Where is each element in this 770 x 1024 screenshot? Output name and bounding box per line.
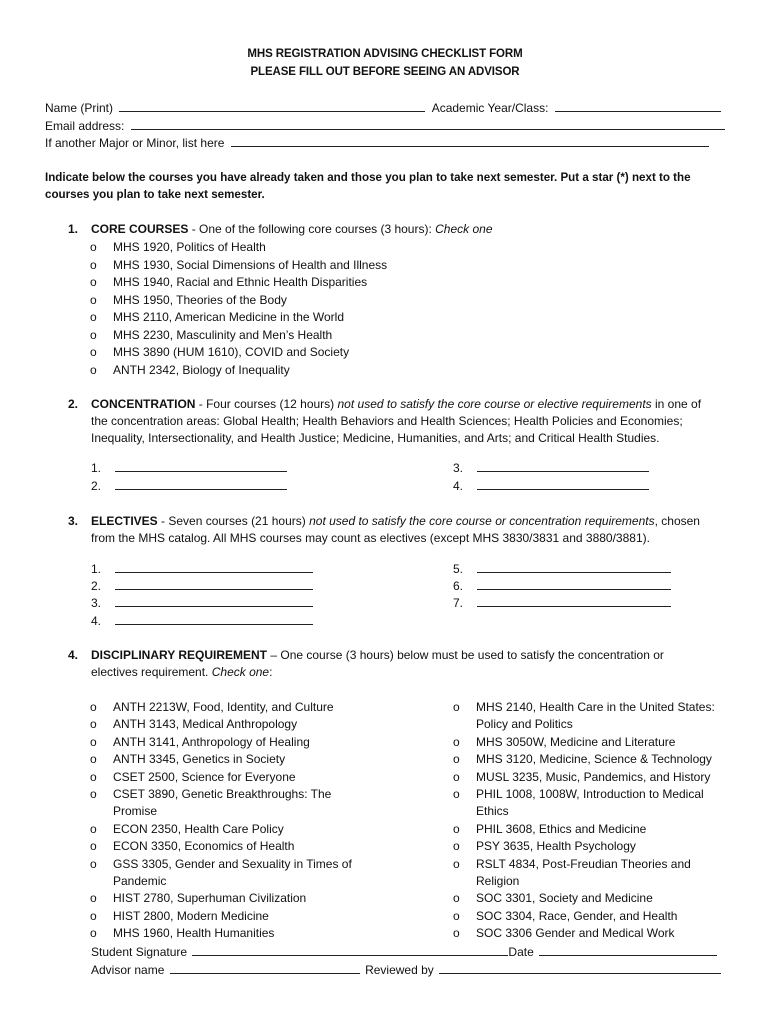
concentration-field-4[interactable] (477, 478, 649, 490)
disciplinary-course-option: RSLT 4834, Post-Freudian Theories and (476, 856, 691, 871)
section4-line2-end: : (269, 665, 273, 679)
section3-number: 3. (68, 514, 79, 528)
concentration-field-3[interactable] (477, 460, 649, 472)
disciplinary-course-option: Policy and Politics (476, 717, 573, 732)
checkbox-bullet[interactable]: o (453, 856, 460, 871)
disciplinary-course-option: Ethics (476, 804, 509, 819)
checkbox-bullet[interactable]: o (90, 839, 97, 854)
core-course-option: MHS 1930, Social Dimensions of Health and Illness (113, 257, 388, 272)
core-course-option: MHS 1940, Racial and Ethnic Health Disparities (113, 275, 368, 289)
section3-line2: from the MHS catalog. All MHS courses may count as electives (except MHS 3830/3831 and 3880/3881). (91, 531, 650, 545)
section4-heading-row (91, 647, 664, 663)
disciplinary-course-option: SOC 3306 Gender and Medical Work (476, 926, 675, 941)
section4-check-one: Check one (211, 665, 270, 679)
elective-field-4[interactable] (115, 613, 313, 625)
entry-number: 2. (91, 479, 102, 493)
section2-desc-italic: not used to satisfy the core course or elective requirements (337, 397, 652, 411)
section1-check-one: Check one (435, 222, 493, 236)
concentration-entry-2 (91, 478, 287, 494)
section4-desc: – One course (3 hours) below must be used to satisfy the concentration or (267, 648, 664, 662)
elective-field-5[interactable] (477, 561, 671, 573)
disciplinary-course-option: ANTH 3141, Anthropology of Healing (113, 734, 310, 749)
entry-number: 2. (91, 579, 102, 593)
section2-heading-row (91, 396, 701, 412)
core-course-option: MHS 3890 (HUM 1610), COVID and Society (113, 345, 350, 359)
elective-field-7[interactable] (477, 595, 671, 607)
form-title: MHS REGISTRATION ADVISING CHECKLIST FORM (247, 48, 523, 60)
disciplinary-course-option: GSS 3305, Gender and Sexuality in Times of (113, 856, 352, 871)
section3-heading: ELECTIVES (91, 514, 158, 528)
disciplinary-course-option: PSY 3635, Health Psychology (476, 839, 636, 854)
section3-desc-b: , chosen (654, 514, 700, 528)
core-course-option: MHS 2230, Masculinity and Men’s Health (113, 327, 333, 342)
disciplinary-course-option: PHIL 3608, Ethics and Medicine (476, 821, 647, 836)
entry-number: 7. (453, 596, 464, 610)
checkbox-bullet[interactable]: o (90, 821, 97, 836)
signature-row (91, 944, 717, 960)
section1-heading: CORE COURSES (91, 222, 189, 236)
disciplinary-course-option: MHS 3050W, Medicine and Literature (476, 734, 676, 749)
instructions-line2: courses you plan to take next semester. (45, 188, 265, 201)
signature-field[interactable] (192, 944, 508, 956)
concentration-entry-4 (453, 478, 649, 494)
elective-entry-3 (91, 595, 313, 611)
checkbox-bullet[interactable]: o (453, 734, 460, 749)
section2-number: 2. (68, 397, 79, 411)
checkbox-bullet[interactable]: o (90, 769, 97, 784)
disciplinary-course-option: CSET 3890, Genetic Breakthroughs: The (113, 787, 332, 801)
reviewed-field[interactable] (439, 962, 721, 974)
signature-label: Student Signature (91, 945, 188, 959)
checkbox-bullet[interactable]: o (90, 362, 97, 377)
entry-number: 3. (91, 596, 102, 610)
checkbox-bullet[interactable]: o (90, 700, 97, 714)
checkbox-bullet[interactable]: o (90, 891, 97, 906)
section1-desc: - One of the following core courses (3 hours): (188, 222, 436, 236)
checkbox-bullet[interactable]: o (90, 856, 97, 871)
section2-line3: Inequality, Intersectionality, and Health Justice; Medicine, Humanities, and Arts; and Critical Health Studies. (91, 431, 660, 445)
checkbox-bullet[interactable]: o (453, 891, 460, 906)
academic-year-label: Academic Year/Class: (431, 101, 549, 115)
disciplinary-course-option: ANTH 2213W, Food, Identity, and Culture (113, 700, 334, 714)
disciplinary-course-option: ECON 3350, Economics of Health (113, 839, 295, 854)
other-major-field[interactable] (231, 135, 709, 147)
checkbox-bullet[interactable]: o (90, 752, 97, 767)
section3-desc-a: - Seven courses (21 hours) (157, 514, 310, 528)
section3-heading-row (91, 513, 700, 529)
other-major-row (45, 135, 709, 151)
other-major-label: If another Major or Minor, list here (45, 136, 225, 150)
checkbox-bullet[interactable]: o (90, 240, 97, 254)
disciplinary-course-option: Pandemic (113, 874, 167, 888)
elective-entry-5 (453, 561, 671, 577)
disciplinary-course-option: MHS 2140, Health Care in the United States: (476, 700, 715, 714)
section2-desc-b: in one of (651, 397, 702, 411)
section2-heading: CONCENTRATION (91, 397, 196, 411)
academic-year-field[interactable] (555, 100, 721, 112)
checkbox-bullet[interactable]: o (90, 926, 97, 941)
disciplinary-course-option: CSET 2500, Science for Everyone (113, 769, 296, 784)
checkbox-bullet[interactable]: o (453, 752, 460, 767)
elective-entry-1 (91, 561, 313, 577)
section3-desc-italic: not used to satisfy the core course or concentration requirements (309, 514, 655, 528)
checkbox-bullet[interactable]: o (453, 926, 460, 941)
section1-heading-row (91, 221, 493, 237)
email-field[interactable] (131, 118, 725, 130)
concentration-entry-3 (453, 460, 649, 476)
elective-field-1[interactable] (115, 561, 313, 573)
elective-entry-4 (91, 613, 313, 629)
entry-number: 3. (453, 461, 464, 475)
elective-field-6[interactable] (477, 578, 671, 590)
disciplinary-course-option: MHS 3120, Medicine, Science & Technology (476, 752, 712, 767)
reviewed-label: Reviewed by (365, 963, 434, 977)
disciplinary-course-option: SOC 3304, Race, Gender, and Health (476, 908, 678, 923)
elective-entry-6 (453, 578, 671, 594)
elective-field-2[interactable] (115, 578, 313, 590)
checkbox-bullet[interactable]: o (90, 292, 97, 307)
name-field[interactable] (119, 100, 425, 112)
checkbox-bullet[interactable]: o (90, 734, 97, 749)
entry-number: 1. (91, 461, 102, 475)
section4-line2-row (91, 664, 272, 680)
section4-number: 4. (68, 648, 79, 662)
date-field[interactable] (539, 944, 717, 956)
disciplinary-course-option: ANTH 3143, Medical Anthropology (113, 717, 298, 732)
disciplinary-course-option: Religion (476, 874, 520, 888)
section1-number: 1. (68, 222, 79, 236)
date-label: Date (508, 945, 534, 959)
checkbox-bullet[interactable]: o (90, 257, 97, 272)
core-course-option: MHS 2110, American Medicine in the World (113, 310, 344, 324)
entry-number: 4. (91, 614, 102, 628)
checkbox-bullet[interactable]: o (453, 908, 460, 923)
entry-number: 1. (91, 562, 102, 576)
checkbox-bullet[interactable]: o (90, 310, 97, 324)
core-course-option: ANTH 2342, Biology of Inequality (113, 362, 290, 377)
entry-number: 6. (453, 579, 464, 593)
disciplinary-course-option: PHIL 1008, 1008W, Introduction to Medical (476, 787, 704, 801)
concentration-field-2[interactable] (115, 478, 287, 490)
checkbox-bullet[interactable]: o (453, 769, 460, 784)
advisor-row (91, 962, 721, 978)
elective-entry-2 (91, 578, 313, 594)
entry-number: 5. (453, 562, 464, 576)
checkbox-bullet[interactable]: o (90, 275, 97, 289)
advisor-field[interactable] (170, 962, 360, 974)
concentration-entry-1 (91, 460, 287, 476)
advisor-label: Advisor name (91, 963, 165, 977)
disciplinary-course-option: MHS 1960, Health Humanities (113, 926, 275, 941)
name-row (45, 100, 721, 116)
disciplinary-course-option: Promise (113, 804, 158, 819)
instructions-line1: Indicate below the courses you have already taken and those you plan to take next semester. Put a star (*) next to the (45, 171, 691, 184)
form-subtitle: PLEASE FILL OUT BEFORE SEEING AN ADVISOR (250, 66, 520, 78)
email-row (45, 118, 725, 134)
entry-number: 4. (453, 479, 464, 493)
section2-line2: the concentration areas: Global Health; Health Behaviors and Health Sciences; Health Policies and Economies; (91, 414, 683, 428)
section4-heading: DISCIPLINARY REQUIREMENT (91, 648, 268, 662)
core-course-option: MHS 1950, Theories of the Body (113, 292, 287, 307)
checkbox-bullet[interactable]: o (90, 908, 97, 923)
concentration-field-1[interactable] (115, 460, 287, 472)
checkbox-bullet[interactable]: o (453, 821, 460, 836)
core-course-option: MHS 1920, Politics of Health (113, 240, 266, 254)
disciplinary-course-option: ANTH 3345, Genetics in Society (113, 752, 286, 767)
checkbox-bullet[interactable]: o (90, 787, 97, 801)
name-label: Name (Print) (45, 101, 114, 115)
checkbox-bullet[interactable]: o (90, 345, 97, 359)
disciplinary-course-option: SOC 3301, Society and Medicine (476, 891, 653, 906)
email-label: Email address: (45, 119, 125, 133)
checkbox-bullet[interactable]: o (453, 787, 460, 801)
section2-desc-a: - Four courses (12 hours) (195, 397, 338, 411)
disciplinary-course-option: HIST 2800, Modern Medicine (113, 908, 269, 923)
disciplinary-course-option: HIST 2780, Superhuman Civilization (113, 891, 307, 906)
checkbox-bullet[interactable]: o (90, 717, 97, 732)
elective-field-3[interactable] (115, 595, 313, 607)
section4-line2: electives requirement. (91, 665, 212, 679)
elective-entry-7 (453, 595, 671, 611)
disciplinary-course-option: MUSL 3235, Music, Pandemics, and History (476, 769, 711, 784)
checkbox-bullet[interactable]: o (90, 327, 97, 342)
disciplinary-course-option: ECON 2350, Health Care Policy (113, 821, 284, 836)
checkbox-bullet[interactable]: o (453, 839, 460, 854)
checkbox-bullet[interactable]: o (453, 700, 460, 714)
